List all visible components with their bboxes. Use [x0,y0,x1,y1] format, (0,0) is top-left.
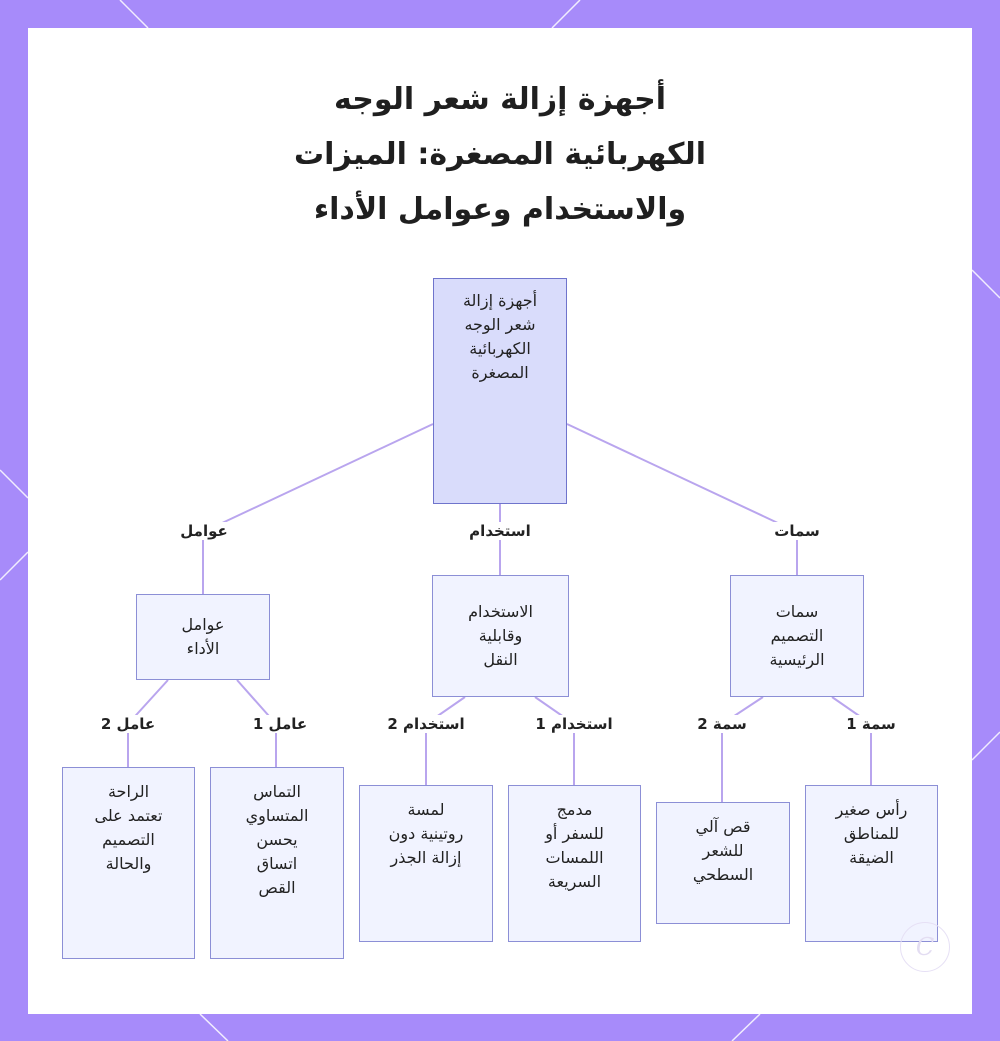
node-head-line: للمناطق [843,824,900,843]
node-even-contact [210,767,344,959]
title-line-3: والاستخدام وعوامل الأداء [313,192,687,227]
edge-label-factors: عوامل [180,522,228,540]
node-features-line: التصميم [770,626,824,645]
node-design-features [730,575,864,697]
node-contact-line: اتساق [256,854,298,873]
node-comfort-line: والحالة [105,854,152,873]
edge-label-feature-2: سمة 2 [697,715,747,733]
edge-features-head [832,697,871,785]
node-trimmer-line: السطحي [692,865,754,884]
node-features-line: الرئيسية [769,650,825,669]
edge-usage-compact [535,697,574,785]
node-performance-factors [136,594,270,680]
node-compact-line: اللمسات [545,848,604,867]
node-trimmer-line: قص آلي [695,817,751,836]
node-root-line: شعر الوجه [464,315,536,334]
node-small-head [805,785,938,942]
title-line-2: الكهربائية المصغرة: الميزات [293,137,707,172]
node-contact-line: القص [258,878,296,897]
node-comfort-line: التصميم [102,830,155,849]
node-root-line: الكهربائية [469,339,531,358]
node-head-line: رأس صغير [835,800,908,819]
node-trimmer-line: للشعر [702,841,744,860]
node-touch-line: إزالة الجذر [390,848,462,867]
edge-label-feature-1: سمة 1 [846,715,896,733]
edge-label-features: سمات [774,522,820,540]
edge-features-trimmer [722,697,763,802]
node-comfort [62,767,195,959]
edge-label-usage: استخدام [469,522,531,540]
edge-root-performance [203,424,433,594]
node-touch-line: لمسة [407,800,445,819]
node-root-line: المصغرة [471,363,529,382]
edge-root-features [567,424,797,575]
node-auto-trimmer [656,802,790,924]
node-compact-line: مدمج [556,800,593,819]
title-line-1: أجهزة إزالة شعر الوجه [334,82,666,117]
node-usage-portability [432,575,569,697]
edge-label-factor-2: عامل 2 [100,715,156,733]
edge-usage-touch [426,697,465,785]
node-usage-line: الاستخدام [468,602,533,621]
node-contact-line: التماس [253,782,301,801]
edge-label-factor-1: عامل 1 [252,715,308,733]
node-compact-line: السريعة [547,872,602,891]
node-contact-line: المتساوي [245,806,309,825]
node-touch-line: روتينية دون [388,824,464,843]
node-root [433,278,567,504]
node-comfort-line: تعتمد على [94,806,163,825]
edge-label-usage-2: استخدام 2 [387,715,465,733]
node-compact-line: للسفر أو [545,824,604,843]
node-root-line: أجهزة إزالة [462,291,538,310]
node-contact-line: يحسن [256,830,298,849]
node-usage-line: النقل [483,650,518,669]
node-compact [508,785,641,942]
node-comfort-line: الراحة [107,782,150,801]
watermark-logo-icon: C [900,922,950,972]
edge-label-usage-1: استخدام 1 [535,715,613,733]
node-features-line: سمات [775,602,819,621]
node-head-line: الضيقة [849,848,894,867]
node-routine-touch [359,785,493,942]
node-performance-line: الأداء [186,639,220,658]
node-usage-line: وقابلية [478,626,523,645]
node-performance-line: عوامل [181,615,225,634]
